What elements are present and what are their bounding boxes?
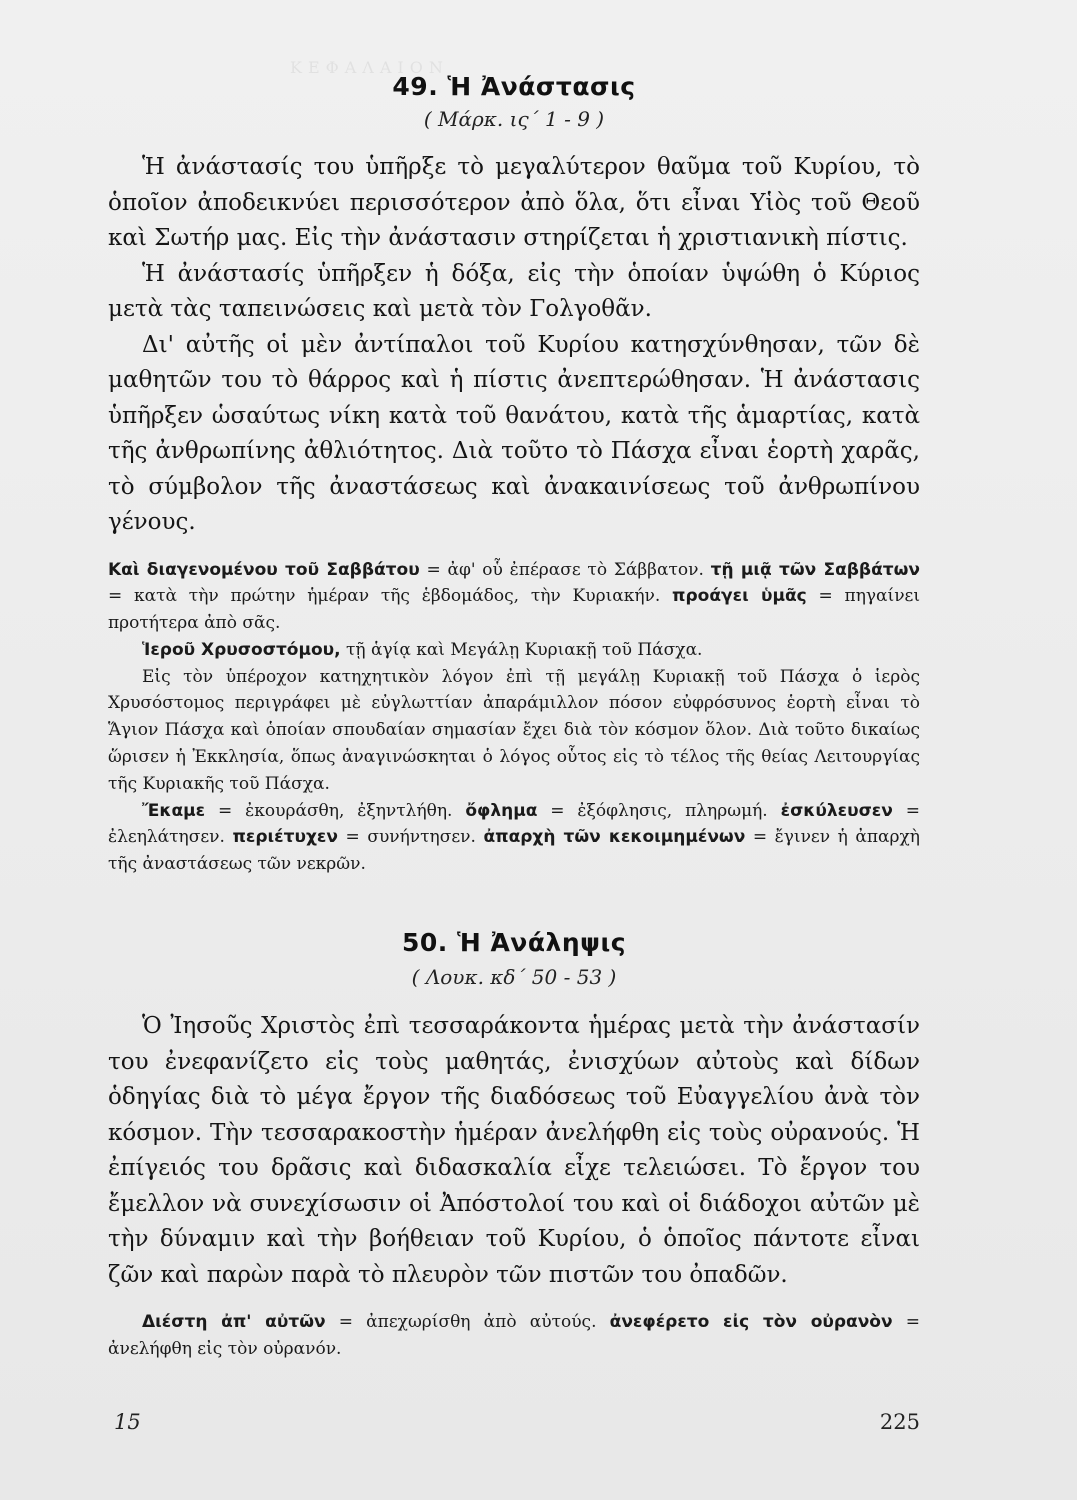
section-50-notes: [108, 1309, 920, 1363]
page-number: 225: [879, 1410, 920, 1434]
section-50: [108, 928, 920, 1363]
section-50-paragraph: Ὁ Ἰησοῦς Χριστὸς ἐπὶ τεσσαράκοντα ἡμέρας μετὰ τὴν ἀνάστασίν του ἐνεφανίζετο εἰς τοὺς μαθητάς, ἐνισχύων αὐτοὺς καὶ δίδων ὁδηγίας διὰ τὸ μέγα ἔργον τῆς διαδόσεως τοῦ Εὐαγγελίου ἀνὰ τὸν κόσμον. Τὴν τεσσαρακοστὴν ἡμέραν ἀνελήφθη εἰς τοὺς οὐρανούς. Ἡ ἐπίγειός του δρᾶσις καὶ διδασκαλία εἶχε τελειώσει. Τὸ ἔργον του ἔμελλον νὰ συνεχίσωσιν οἱ Ἀπόστολοί του καὶ οἱ διάδοχοι αὐτῶν μὲ τὴν δύναμιν καὶ τὴν βοήθειαν τοῦ Κυρίου, ὁ ὁποῖος πάντοτε εἶναι ζῶν καὶ παρὼν παρὰ τὸ πλευρὸν τῶν πιστῶν του ὀπαδῶν.: [108, 1013, 920, 1288]
section-49-reference: ( Μάρκ. ις΄ 1 - 9 ): [423, 107, 605, 131]
section-50-title: 50. Ἡ Ἀνάληψις: [401, 928, 627, 957]
section-49-notes: [108, 557, 920, 879]
lemma: ἐσκύλευσεν: [780, 800, 893, 821]
lemma: Καὶ διαγενομένου τοῦ Σαββάτου: [108, 559, 420, 580]
notes-block-1: [108, 557, 920, 637]
lemma: τῇ μιᾷ τῶν Σαββάτων: [710, 559, 920, 580]
notes-block-5: [108, 1309, 920, 1363]
gloss: = κατὰ τὴν πρώτην ἡμέραν τῆς ἑβδομάδος, τὴν Κυριακήν.: [108, 586, 673, 607]
section-49-body: [108, 150, 920, 541]
lemma: ἀνεφέρετο εἰς τὸν οὐρανὸν: [609, 1312, 893, 1332]
section-49-paragraph-3: Δι' αὐτῆς οἱ μὲν ἀντίπαλοι τοῦ Κυρίου κατησχύνθησαν, τῶν δὲ μαθητῶν του τὸ θάρρος καὶ ἡ πίστις ἀνεπτερώθησαν. Ἡ ἀνάστασις ὑπῆρξεν ὡσαύτως νίκη κατὰ τοῦ θανάτου, κατὰ τῆς ἁμαρτίας, κατὰ τῆς ἀνθρωπίνης ἀθλιότητος. Διὰ τοῦτο τὸ Πάσχα εἶναι ἑορτὴ χαρᾶς, τὸ σύμβολον τῆς ἀναστάσεως καὶ ἀνακαινίσεως τοῦ ἀνθρωπίνου γένους.: [108, 331, 920, 535]
gloss: = ἐξόφλησις, πληρωμή.: [537, 800, 781, 821]
lemma: Διέστη ἀπ' αὐτῶν: [142, 1312, 326, 1332]
gloss: τῇ ἁγίᾳ καὶ Μεγάλῃ Κυριακῇ τοῦ Πάσχα.: [340, 639, 703, 660]
gloss: = ἀφ' οὗ ἐπέρασε τὸ Σάββατον.: [419, 559, 711, 580]
gloss: = ἐλεηλάτησεν.: [108, 800, 920, 848]
notes-block-3: Εἰς τὸν ὑπέροχον κατηχητικὸν λόγον ἐπὶ τῇ μεγάλῃ Κυριακῇ τοῦ Πάσχα ὁ ἱερὸς Χρυσόστομος περιγράφει μὲ εὐγλωττίαν ἀπαράμιλλον πόσον εὐφρόσυνος ἑορτὴ εἶναι τὸ Ἅγιον Πάσχα καὶ ὁποίαν σπουδαίαν σημασίαν ἔχει διὰ τὸν κόσμον ὅλον. Διὰ τοῦτο δικαίως ὥρισεν ἡ Ἐκκλησία, ὅπως ἀναγινώσκηται ὁ λόγος οὗτος εἰς τὸ τέλος τῆς θείας Λειτουργίας τῆς Κυριακῆς τοῦ Πάσχα.: [108, 666, 920, 794]
notes-block-4: [108, 798, 920, 878]
section-49: [108, 72, 920, 878]
gloss: = πηγαίνει προτήτερα ἀπὸ σᾶς.: [108, 586, 920, 634]
lemma: ὄφλημα: [465, 800, 538, 821]
signature-mark: 15: [114, 1410, 141, 1434]
lemma: Ἔκαμε: [142, 800, 206, 821]
gloss: = ἔγινεν ἡ ἀπαρχὴ τῆς ἀναστάσεως τῶν νεκρῶν.: [108, 827, 920, 875]
section-49-paragraph-1: Ἡ ἀνάστασίς του ὑπῆρξε τὸ μεγαλύτερον θαῦμα τοῦ Κυρίου, τὸ ὁποῖον ἀποδεικνύει περισσότερον ἀπὸ ὅλα, ὅτι εἶναι Υἱὸς τοῦ Θεοῦ καὶ Σωτήρ μας. Εἰς τὴν ἀνάστασιν στηρίζεται ἡ χριστιανικὴ πίστις.: [108, 154, 920, 251]
gloss: = ἀπεχωρίσθη ἀπὸ αὐτούς.: [325, 1312, 610, 1332]
gloss: = ἀνελήφθη εἰς τὸν οὐρανόν.: [108, 1312, 921, 1359]
lemma: προάγει ὑμᾶς: [672, 586, 807, 607]
bleed-through-text: ΚΕΦΑΛΑΙΟΝ: [290, 58, 449, 76]
lemma: Ἱεροῦ Χρυσοστόμου,: [142, 639, 341, 660]
gloss: = συνήντησεν.: [337, 827, 484, 848]
section-50-body: [108, 1009, 920, 1293]
notes-block-2: [108, 637, 920, 664]
gloss: = ἐκουράσθη, ἐξηντλήθη.: [205, 800, 466, 821]
section-49-paragraph-2: Ἡ ἀνάστασίς ὑπῆρξεν ἡ δόξα, εἰς τὴν ὁποίαν ὑψώθη ὁ Κύριος μετὰ τὰς ταπεινώσεις καὶ μετὰ τὸν Γολγοθᾶν.: [108, 260, 920, 322]
section-50-reference: ( Λουκ. κδ΄ 50 - 53 ): [411, 965, 617, 989]
lemma: περιέτυχεν: [232, 827, 338, 848]
section-49-title: 49. Ἡ Ἀνάστασις: [392, 72, 636, 101]
lemma: ἀπαρχὴ τῶν κεκοιμημένων: [483, 827, 746, 848]
